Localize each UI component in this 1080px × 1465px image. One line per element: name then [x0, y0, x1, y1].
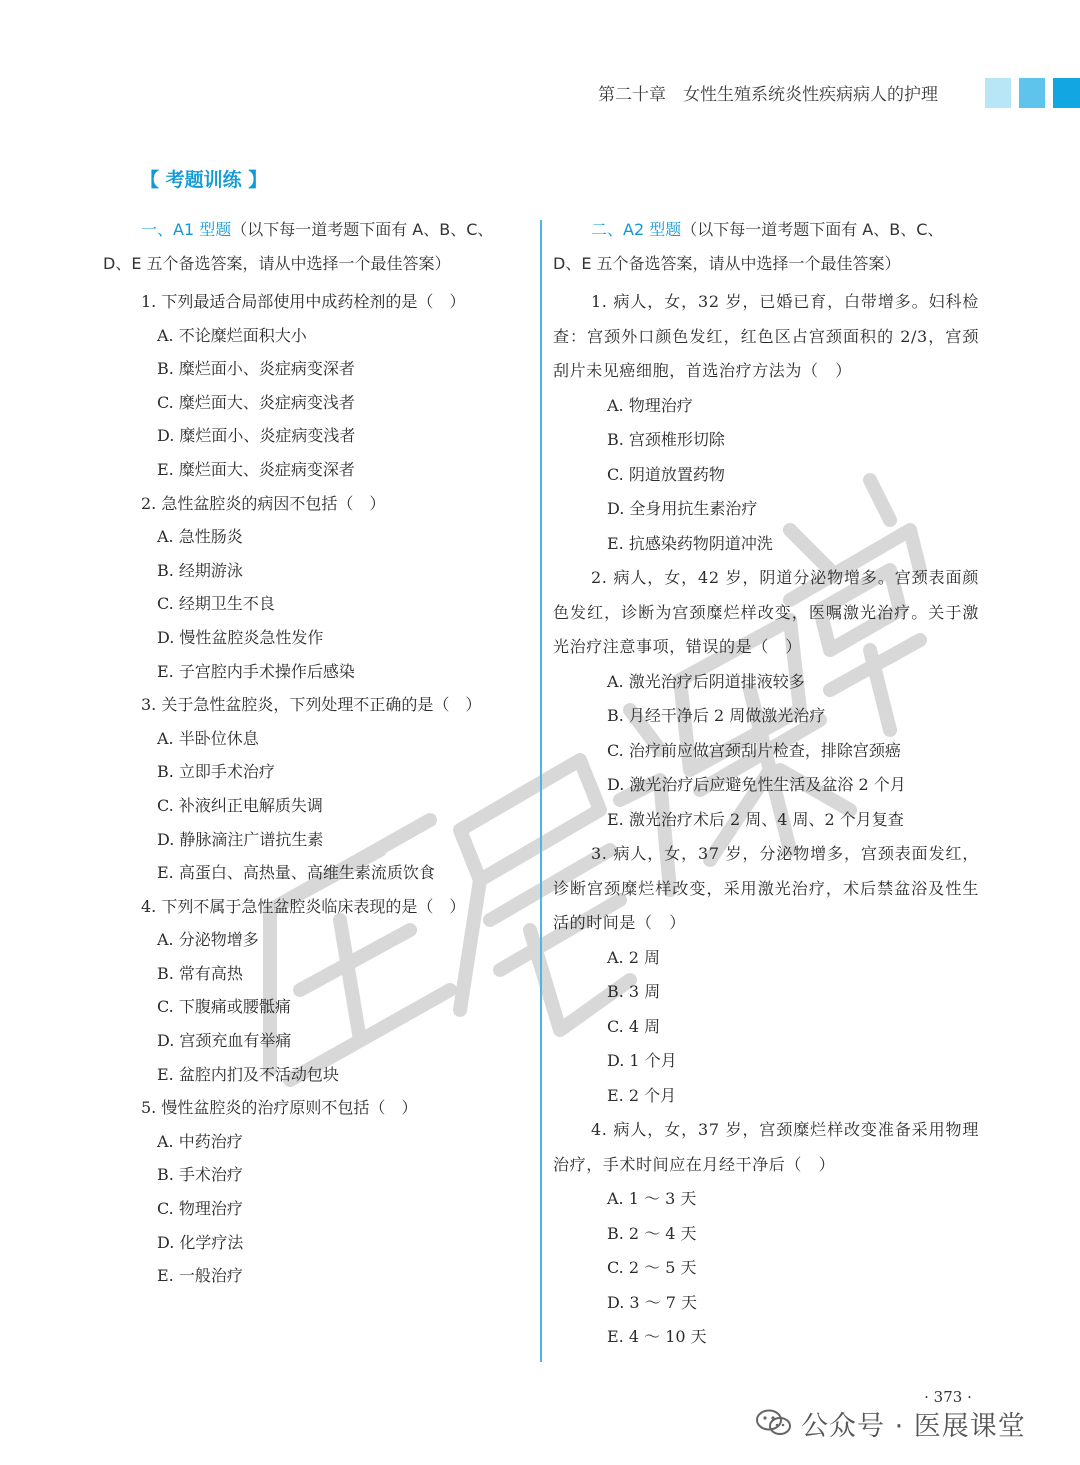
left-column: [103, 213, 528, 1293]
answer-option: B. 经期游泳: [157, 560, 243, 580]
answer-option: C. 治疗前应做宫颈刮片检查，排除宫颈癌: [607, 740, 901, 760]
question-type-a2: [553, 213, 979, 281]
answer-option: D. 糜烂面小、炎症病变浅者: [157, 426, 356, 446]
answer-option: A. 2 周: [607, 947, 660, 967]
type-label: 二、A2 型题: [591, 220, 682, 239]
answer-option: C. 物理治疗: [157, 1199, 243, 1219]
answer-option: E. 一般治疗: [157, 1266, 243, 1286]
answer-option: A. 不论糜烂面积大小: [157, 325, 307, 345]
question-item: [553, 837, 979, 1113]
answer-option: B. 手术治疗: [157, 1165, 243, 1185]
answer-option: B. 立即手术治疗: [157, 762, 275, 782]
question-stem: 5. 慢性盆腔炎的治疗原则不包括（ ）: [141, 1098, 418, 1118]
page-number: · 373 ·: [924, 1388, 972, 1406]
answer-option: E. 抗感染药物阴道冲洗: [607, 533, 773, 553]
question-item: [103, 487, 528, 689]
answer-option: C. 4 周: [607, 1016, 661, 1036]
question-item: [103, 890, 528, 1092]
answer-option: E. 盆腔内扪及不活动包块: [157, 1064, 339, 1084]
question-item: [553, 561, 979, 837]
answer-option: B. 宫颈椎形切除: [607, 430, 725, 449]
question-stem: 2. 急性盆腔炎的病因不包括（ ）: [141, 493, 386, 513]
answer-option: A. 分泌物增多: [157, 930, 259, 950]
question-stem: 3. 病人，女，37 岁，分泌物增多，宫颈表面发红，诊断宫颈糜烂样改变，采用激光治疗，术后禁盆浴及性生活的时间是（ ）: [553, 844, 979, 932]
answer-option: C. 2 ～ 5 天: [607, 1258, 697, 1277]
header-title: 第二十章 女性生殖系统炎性疾病病人的护理: [598, 85, 938, 105]
answer-option: C. 糜烂面大、炎症病变浅者: [157, 392, 355, 412]
answer-option: D. 3 ～ 7 天: [607, 1292, 698, 1312]
section-title: 【 考题训练 】: [140, 169, 268, 191]
answer-option: C. 补液纠正电解质失调: [157, 795, 323, 815]
answer-option: C. 阴道放置药物: [607, 464, 725, 484]
answer-option: A. 1 ～ 3 天: [607, 1189, 697, 1208]
answer-option: C. 经期卫生不良: [157, 594, 275, 614]
type-label: 一、A1 型题: [141, 220, 232, 239]
answer-option: A. 中药治疗: [157, 1131, 243, 1151]
answer-option: B. 月经干净后 2 周做激光治疗: [607, 706, 826, 725]
right-column: [553, 213, 979, 1355]
question-stem: 4. 病人，女，37 岁，宫颈糜烂样改变准备采用物理治疗，手术时间应在月经干净后（ ）: [553, 1120, 979, 1174]
question-stem: 2. 病人，女，42 岁，阴道分泌物增多。宫颈表面颜色发红，诊断为宫颈糜烂样改变，医嘱激光治疗。关于激光治疗注意事项，错误的是（ ）: [553, 568, 979, 656]
column-divider: [540, 220, 542, 1362]
answer-option: A. 激光治疗后阴道排液较多: [607, 671, 805, 691]
question-item: [553, 1113, 979, 1355]
answer-option: B. 常有高热: [157, 963, 243, 983]
header-block-mid: [1019, 78, 1045, 108]
answer-option: E. 激光治疗术后 2 周、4 周、2 个月复查: [607, 809, 904, 829]
type-description-cont: D、E 五个备选答案，请从中选择一个最佳答案）: [553, 254, 901, 273]
wechat-icon: [755, 1408, 793, 1438]
answer-option: A. 半卧位休息: [157, 728, 259, 748]
answer-option: D. 1 个月: [607, 1051, 677, 1070]
header-block-light: [985, 78, 1011, 108]
answer-option: D. 全身用抗生素治疗: [607, 499, 758, 518]
answer-option: B. 糜烂面小、炎症病变深者: [157, 359, 355, 379]
question-stem: 1. 下列最适合局部使用中成药栓剂的是（ ）: [141, 292, 466, 311]
question-item: [103, 285, 528, 487]
type-description: （以下每一道考题下面有 A、B、C、: [681, 220, 944, 239]
answer-option: B. 3 周: [607, 982, 661, 1001]
answer-option: E. 糜烂面大、炎症病变深者: [157, 459, 355, 479]
answer-option: B. 2 ～ 4 天: [607, 1223, 697, 1243]
question-stem: 1. 病人，女，32 岁，已婚已育，白带增多。妇科检查：宫颈外口颜色发红，红色区占宫颈面积的 2/3，宫颈刮片未见癌细胞，首选治疗方法为（ ）: [553, 292, 979, 380]
question-item: [103, 688, 528, 890]
answer-option: A. 物理治疗: [607, 395, 693, 415]
answer-option: D. 静脉滴注广谱抗生素: [157, 829, 324, 849]
question-stem: 3. 关于急性盆腔炎，下列处理不正确的是（ ）: [141, 695, 482, 715]
question-type-a1: [103, 213, 528, 281]
answer-option: D. 宫颈充血有举痛: [157, 1031, 292, 1051]
answer-option: A. 急性肠炎: [157, 527, 243, 547]
question-item: [553, 285, 979, 561]
answer-option: E. 4 ～ 10 天: [607, 1327, 707, 1346]
header-block-dark: [1053, 78, 1080, 108]
answer-option: C. 下腹痛或腰骶痛: [157, 997, 291, 1017]
brand-text: 公众号 · 医展课堂: [801, 1410, 1026, 1442]
answer-option: E. 2 个月: [607, 1085, 677, 1105]
answer-option: D. 激光治疗后应避免性生活及盆浴 2 个月: [607, 775, 906, 794]
footer-brand: [755, 1403, 1055, 1443]
answer-option: E. 高蛋白、高热量、高维生素流质饮食: [157, 863, 435, 883]
question-stem: 4. 下列不属于急性盆腔炎临床表现的是（ ）: [141, 896, 466, 916]
answer-option: D. 慢性盆腔炎急性发作: [157, 627, 324, 647]
type-description: （以下每一道考题下面有 A、B、C、: [231, 220, 494, 239]
answer-option: D. 化学疗法: [157, 1232, 244, 1252]
type-description-cont: D、E 五个备选答案，请从中选择一个最佳答案）: [103, 254, 451, 273]
answer-option: E. 子宫腔内手术操作后感染: [157, 661, 355, 681]
question-item: [103, 1091, 528, 1293]
